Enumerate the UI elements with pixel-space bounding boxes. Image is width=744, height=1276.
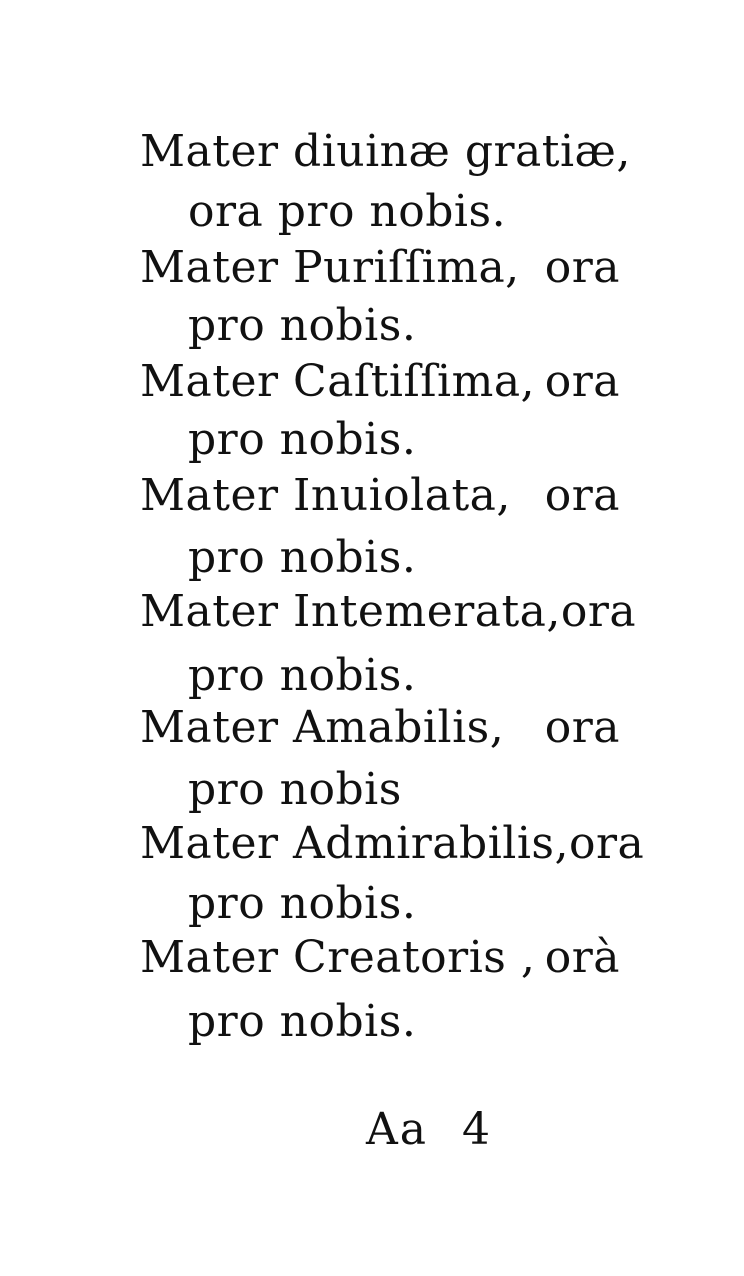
response-line-7: pro nobis. bbox=[188, 878, 417, 929]
invocation-line-1 bbox=[140, 124, 631, 180]
response-line-2: pro nobis. bbox=[188, 300, 417, 351]
signature-letters: Aa bbox=[366, 1104, 429, 1155]
invocation-title: Mater Inuiolata, bbox=[140, 470, 511, 521]
response-line-8: pro nobis. bbox=[188, 996, 417, 1047]
invocation-tail: ora bbox=[544, 242, 620, 293]
response-line-4: pro nobis. bbox=[188, 532, 417, 583]
invocation-tail: ora bbox=[544, 702, 620, 753]
invocation-title: Mater Caſtiſſima, bbox=[140, 356, 536, 407]
response-line-5: pro nobis. bbox=[188, 650, 417, 701]
invocation-tail: ora bbox=[544, 470, 620, 521]
invocation-tail: orà bbox=[544, 932, 620, 983]
invocation-tail: ora bbox=[544, 356, 620, 407]
response-line-6: pro nobis bbox=[188, 764, 402, 815]
invocation-line-7 bbox=[140, 816, 645, 872]
invocation-tail: ora bbox=[560, 586, 637, 637]
invocation-line-3 bbox=[140, 354, 620, 410]
invocation-title: Mater Creatoris , bbox=[140, 932, 536, 983]
invocation-line-6 bbox=[140, 700, 620, 756]
invocation-title: Mater Admirabilis, bbox=[140, 818, 569, 869]
invocation-line-5 bbox=[140, 584, 637, 640]
signature-number: 4 bbox=[462, 1104, 493, 1155]
invocation-title: Mater Intemerata, bbox=[140, 586, 561, 637]
invocation-line-4 bbox=[140, 468, 620, 524]
response-line-3: pro nobis. bbox=[188, 414, 417, 465]
invocation-tail: ora bbox=[568, 818, 645, 869]
invocation-title: Mater Amabilis, bbox=[140, 702, 505, 753]
response-line-1: ora pro nobis. bbox=[188, 186, 507, 237]
signature-mark bbox=[366, 1102, 492, 1158]
invocation-line-2 bbox=[140, 240, 620, 296]
invocation-title: Mater Puriſſima, bbox=[140, 242, 520, 293]
invocation-line-8 bbox=[140, 930, 620, 986]
invocation-title: Mater diuinæ gratiæ, bbox=[140, 126, 631, 177]
